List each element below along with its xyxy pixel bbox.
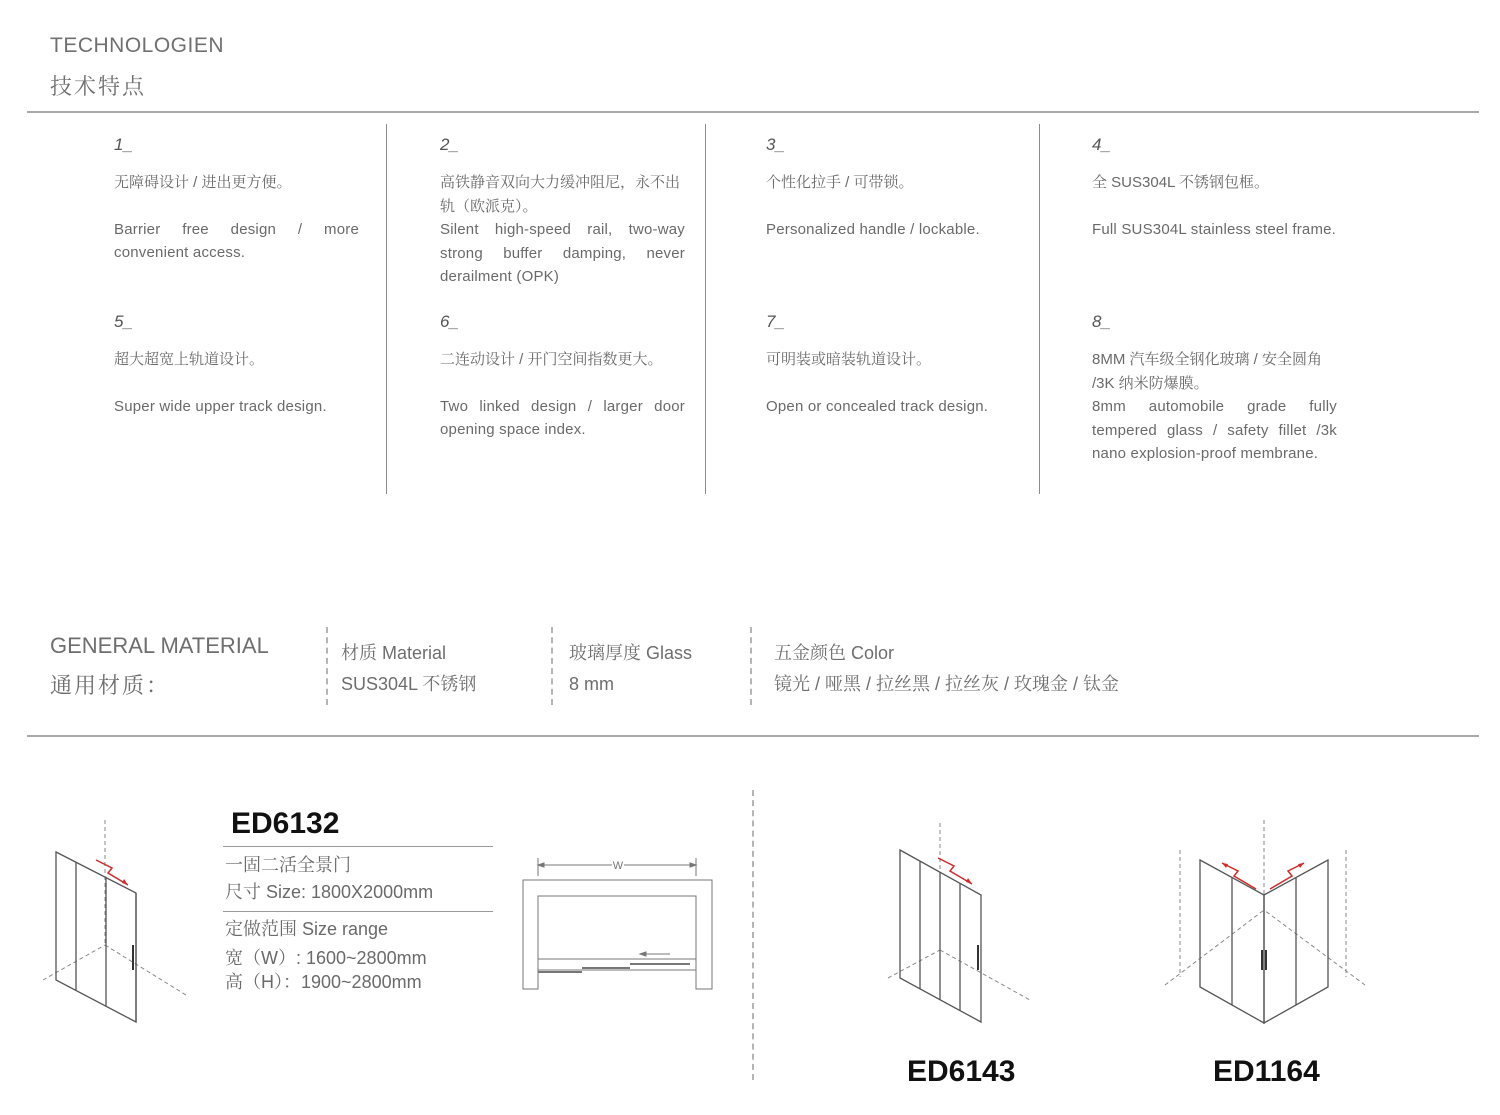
glass-value: 8 mm xyxy=(569,674,614,694)
feature-text-cn: 全 SUS304L 不锈钢包框。 xyxy=(1092,174,1269,191)
divider-top xyxy=(27,111,1479,113)
feature-text-en: Barrier free design / more convenient access. xyxy=(114,220,359,261)
feature-number: 6_ xyxy=(440,312,459,331)
dashed-divider xyxy=(326,627,328,705)
width-label: W xyxy=(612,860,624,872)
feature-text-cn: 个性化拉手 / 可带锁。 xyxy=(766,174,914,191)
general-material-title-cn: 通用材质： xyxy=(50,673,171,698)
feature-item xyxy=(766,133,1011,241)
feature-item xyxy=(440,133,685,289)
feature-text-cn: 超大超宽上轨道设计。 xyxy=(114,351,265,368)
feature-text-en: Full SUS304L stainless steel frame. xyxy=(1092,220,1337,238)
feature-text-en: Personalized handle / lockable. xyxy=(766,220,980,238)
feature-item xyxy=(440,310,685,442)
feature-text-en: Silent high-speed rail, two-way strong buffer damping, never derailment (OPK) xyxy=(440,221,685,285)
dashed-divider xyxy=(750,627,752,705)
model-title: ED6143 xyxy=(907,1055,1016,1088)
feature-text-cn: 无障碍设计 / 进出更方便。 xyxy=(114,174,292,191)
feature-text-en: 8mm automobile grade fully tempered glass / safety fillet /3k nano explosion-proof membrane. xyxy=(1092,398,1337,462)
material-label: 材质 Material xyxy=(341,643,447,663)
general-material-title-en: GENERAL MATERIAL xyxy=(50,633,269,658)
feature-item xyxy=(114,310,359,418)
divider-middle xyxy=(27,735,1479,737)
spec-divider xyxy=(223,846,493,847)
color-label: 五金颜色 Color xyxy=(774,643,895,663)
product-description: 一固二活全景门 xyxy=(225,855,351,875)
feature-item xyxy=(1092,310,1337,466)
feature-text-cn: 高铁静音双向大力缓冲阻尼，永不出轨（欧派克）。 xyxy=(440,174,681,215)
color-block xyxy=(774,638,1119,700)
section-title-en: TECHNOLOGIEN xyxy=(50,34,225,57)
feature-number: 4_ xyxy=(1092,135,1111,154)
feature-number: 5_ xyxy=(114,312,133,331)
sliding-arrow-icon xyxy=(1222,863,1256,889)
glass-label: 玻璃厚度 Glass xyxy=(569,643,693,663)
color-value: 镜光 / 哑黑 / 拉丝黑 / 拉丝灰 / 玫瑰金 / 钛金 xyxy=(774,674,1120,694)
plan-view-drawing xyxy=(518,852,718,994)
shower-enclosure-drawing xyxy=(880,820,1040,1030)
feature-number: 1_ xyxy=(114,135,133,154)
corner-enclosure-drawing xyxy=(1160,815,1370,1030)
feature-number: 2_ xyxy=(440,135,459,154)
column-divider xyxy=(705,124,706,494)
material-block xyxy=(341,638,476,700)
feature-number: 3_ xyxy=(766,135,785,154)
feature-item xyxy=(1092,133,1337,241)
shower-enclosure-drawing xyxy=(38,815,198,1030)
width-range: 宽（W）: 1600~2800mm xyxy=(225,948,427,968)
column-divider xyxy=(386,124,387,494)
feature-number: 8_ xyxy=(1092,312,1111,331)
glass-block xyxy=(569,638,692,700)
feature-item xyxy=(114,133,359,265)
material-value: SUS304L 不锈钢 xyxy=(341,674,477,694)
model-title: ED6132 xyxy=(231,807,340,840)
height-range: 高（H）：1900~2800mm xyxy=(225,972,422,992)
feature-text-en: Open or concealed track design. xyxy=(766,397,989,415)
size-range-label: 定做范围 Size range xyxy=(225,919,389,939)
feature-text-en: Super wide upper track design. xyxy=(114,397,327,415)
feature-item xyxy=(766,310,1011,418)
column-divider xyxy=(1039,124,1040,494)
model-title: ED1164 xyxy=(1213,1055,1320,1088)
spec-divider xyxy=(223,911,493,912)
feature-number: 7_ xyxy=(766,312,785,331)
section-title-cn: 技术特点 xyxy=(50,74,147,99)
feature-text-cn: 可明装或暗装轨道设计。 xyxy=(766,351,932,368)
dashed-divider xyxy=(551,627,553,705)
product-size: 尺寸 Size: 1800X2000mm xyxy=(225,882,434,902)
dashed-divider xyxy=(752,790,754,1080)
feature-text-cn: 8MM 汽车级全钢化玻璃 / 安全圆角 /3K 纳米防爆膜。 xyxy=(1092,351,1323,392)
feature-text-cn: 二连动设计 / 开门空间指数更大。 xyxy=(440,351,663,368)
feature-text-en: Two linked design / larger door opening space index. xyxy=(440,397,685,438)
